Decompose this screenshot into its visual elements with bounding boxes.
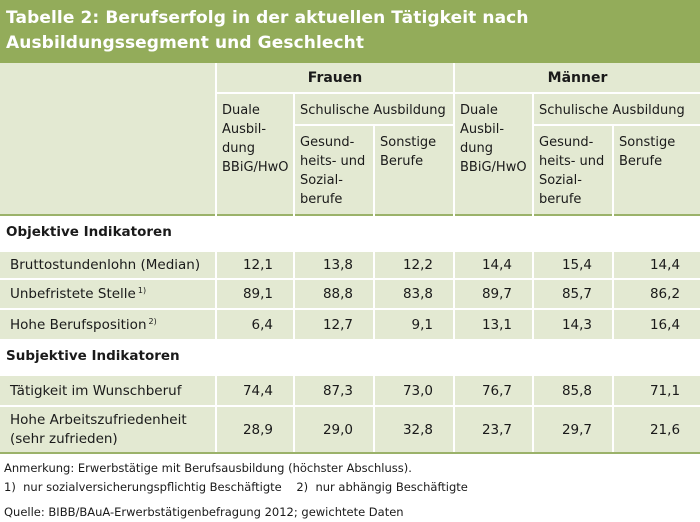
table-cell: 14,4 — [613, 252, 700, 279]
results-table — [0, 63, 700, 454]
table-cell: 89,1 — [216, 279, 294, 309]
footnote-marker: 2) — [148, 316, 157, 326]
table-notes — [4, 459, 694, 522]
header-blank-cell — [0, 63, 216, 215]
table-cell: 74,4 — [216, 376, 294, 406]
table-cell: 29,7 — [533, 406, 613, 453]
table-cell: 71,1 — [613, 376, 700, 406]
row-label: Bruttostundenlohn (Median) — [0, 252, 216, 279]
col-header-frauen-gesundheit: Gesund-heits- und Sozial-berufe — [294, 125, 374, 215]
table-title: Tabelle 2: Berufserfolg in der aktuellen Tätigkeit nach Ausbildungssegment und Geschlecht — [0, 0, 700, 63]
table-cell: 13,1 — [454, 309, 533, 339]
col-header-maenner-sonstige: Sonstige Berufe — [613, 125, 700, 215]
row-label: Hohe Arbeitszufriedenheit (sehr zufrieden) — [0, 406, 216, 453]
note-quelle: Quelle: BIBB/BAuA-Erwerbstätigenbefragung 2012; gewichtete Daten — [4, 505, 404, 519]
table-cell: 32,8 — [374, 406, 454, 453]
table-cell: 86,2 — [613, 279, 700, 309]
table-cell: 85,7 — [533, 279, 613, 309]
table-cell: 89,7 — [454, 279, 533, 309]
group-header-maenner: Männer — [454, 63, 700, 93]
note-anmerkung: Anmerkung: Erwerbstätige mit Berufsausbildung (höchster Abschluss). — [4, 461, 412, 475]
table-row — [0, 279, 700, 309]
table-cell: 14,3 — [533, 309, 613, 339]
section-title-subjektiv: Subjektive Indikatoren — [0, 339, 700, 369]
table-row — [0, 406, 700, 453]
table-cell: 88,8 — [294, 279, 374, 309]
table-cell: 87,3 — [294, 376, 374, 406]
table-cell: 73,0 — [374, 376, 454, 406]
col-header-frauen-dual: Duale Ausbil-dung BBiG/HwO — [216, 93, 294, 215]
table-row — [0, 309, 700, 339]
table-row — [0, 252, 700, 279]
table-cell: 28,9 — [216, 406, 294, 453]
table-cell: 6,4 — [216, 309, 294, 339]
row-label: Tätigkeit im Wunschberuf — [0, 376, 216, 406]
table-cell: 85,8 — [533, 376, 613, 406]
table-cell: 14,4 — [454, 252, 533, 279]
row-label: Hohe Berufsposition $^{2)}$ — [0, 309, 216, 339]
table-cell: 15,4 — [533, 252, 613, 279]
table-cell: 83,8 — [374, 279, 454, 309]
note-footnotes: 1) nur sozialversicherungspflichtig Beschäftigte 2) nur abhängig Beschäftigte — [4, 480, 468, 494]
table-cell: 76,7 — [454, 376, 533, 406]
table-cell: 29,0 — [294, 406, 374, 453]
table-cell: 12,1 — [216, 252, 294, 279]
table-cell: 13,8 — [294, 252, 374, 279]
section-title-objektiv: Objektive Indikatoren — [0, 215, 700, 245]
table-cell: 16,4 — [613, 309, 700, 339]
col-header-frauen-schulisch: Schulische Ausbildung — [294, 93, 454, 125]
col-header-maenner-gesundheit: Gesund-heits- und Sozial-berufe — [533, 125, 613, 215]
table-cell: 9,1 — [374, 309, 454, 339]
table-cell: 12,2 — [374, 252, 454, 279]
row-label: Unbefristete Stelle $^{1)}$ — [0, 279, 216, 309]
col-header-frauen-sonstige: Sonstige Berufe — [374, 125, 454, 215]
table-row — [0, 376, 700, 406]
table-cell: 23,7 — [454, 406, 533, 453]
group-header-frauen: Frauen — [216, 63, 454, 93]
col-header-maenner-schulisch: Schulische Ausbildung — [533, 93, 700, 125]
footnote-marker: 1) — [137, 286, 147, 295]
results-table-container — [0, 63, 700, 454]
col-header-maenner-dual: Duale Ausbil-dung BBiG/HwO — [454, 93, 533, 215]
table-cell: 21,6 — [613, 406, 700, 453]
table-cell: 12,7 — [294, 309, 374, 339]
